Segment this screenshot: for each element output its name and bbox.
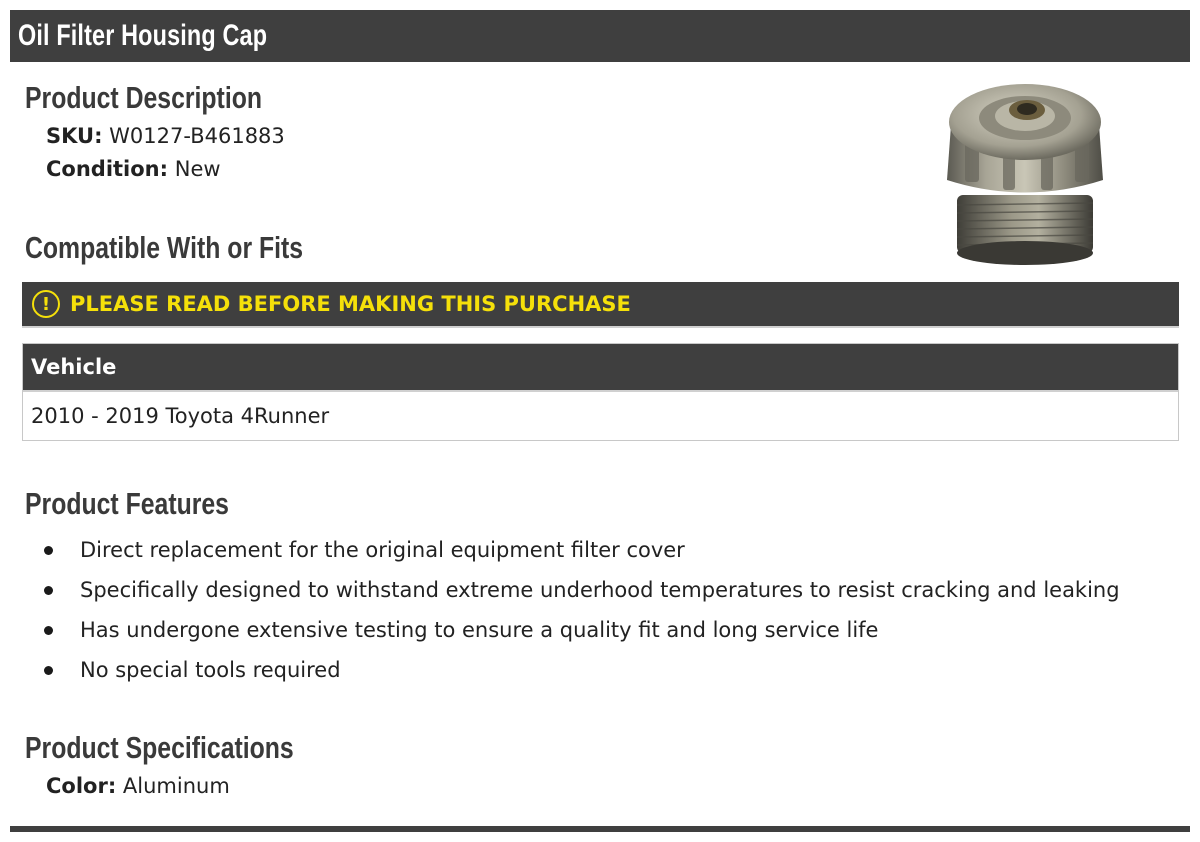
color-label: Color:	[46, 774, 117, 798]
compatibility-heading: Compatible With or Fits	[25, 230, 304, 265]
sku-value: W0127-B461883	[109, 124, 285, 148]
page-title: Oil Filter Housing Cap	[18, 19, 268, 52]
list-item	[44, 613, 1120, 653]
bottom-divider	[10, 826, 1190, 832]
list-item	[44, 573, 1120, 613]
bullet-icon	[44, 586, 53, 595]
feature-text: Has undergone extensive testing to ensure a quality fit and long service life	[80, 618, 879, 642]
title-bar	[10, 10, 1190, 62]
sku-line	[46, 124, 285, 148]
condition-label: Condition:	[46, 157, 169, 181]
list-item	[44, 533, 1120, 573]
warning-text: PLEASE READ BEFORE MAKING THIS PURCHASE	[70, 292, 631, 316]
product-image	[935, 70, 1115, 270]
bullet-icon	[44, 666, 53, 675]
feature-text: No special tools required	[80, 658, 341, 682]
sku-label: SKU:	[46, 124, 103, 148]
product-specifications-heading: Product Specifications	[25, 730, 294, 765]
features-list	[44, 533, 1120, 693]
bullet-icon	[44, 546, 53, 555]
condition-value: New	[174, 157, 221, 181]
feature-text: Specifically designed to withstand extreme underhood temperatures to resist cracking and leaking	[80, 578, 1120, 602]
condition-line	[46, 157, 221, 181]
purchase-warning-banner	[22, 282, 1179, 328]
vehicle-table	[22, 343, 1179, 441]
vehicle-column-header: Vehicle	[23, 344, 1178, 392]
feature-text: Direct replacement for the original equipment filter cover	[80, 538, 685, 562]
color-line	[46, 774, 230, 798]
table-row: 2010 - 2019 Toyota 4Runner	[23, 392, 1178, 440]
bullet-icon	[44, 626, 53, 635]
exclamation-circle-icon: !	[32, 290, 60, 318]
product-features-heading: Product Features	[25, 486, 229, 521]
color-value: Aluminum	[122, 774, 230, 798]
product-description-heading: Product Description	[25, 80, 263, 115]
list-item	[44, 653, 1120, 693]
